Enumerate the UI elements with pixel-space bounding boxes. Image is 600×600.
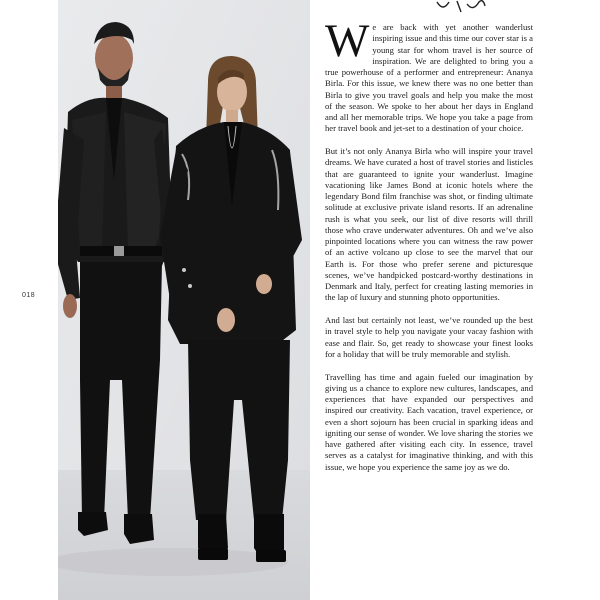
script-flourish-icon — [435, 0, 515, 14]
article-paragraph-1 — [325, 15, 533, 135]
drop-cap: W — [325, 15, 370, 67]
page-number: 018 — [22, 292, 36, 299]
article-paragraph-3: And last but certainly not least, we’ve rounded up the best in travel style to help you navigate your vacay fashion with ease and flair. So, get ready to showcase your finest looks for a holiday that will be truly memorable and stylish. — [325, 315, 533, 359]
article-paragraph-4: Travelling has time and again fueled our imagination by giving us a chance to explore new cultures, landscapes, and experiences that have expanded our perspectives and inspired our creativity. Each vacation, travel experience, or even a short sojourn has been crucial in sparking ideas and igniting our sense of wonder. We love sharing the stories we have gathered after visiting each city. In essence, travel serves as a catalyst for imaginative thinking, and with this issue, we hope you experience the same joy as we do. — [325, 371, 533, 472]
paragraph-text: e are back with yet another wanderlust inspiring issue and this time our cover star is a young star for whom travel is her source of inspiration. We are delighted to bring you a true powerhouse of a performer and entrepreneur: Ananya Birla. For this issue, we knew there was no one better than Birla to give you travel goals and help you make the most of the season. We spoke to her about her days in England and all her memorable trips. We hope you take a page from her travel book and jet-set to a destination of your choice. — [325, 22, 533, 134]
editorial-article — [325, 15, 533, 484]
cover-stars-photo — [58, 0, 310, 600]
article-paragraph-2: But it’s not only Ananya Birla who will inspire your travel dreams. We have curated a host of travel stories and listicles that are guaranteed to ignite your wanderlust. Imagine vacationing like James Bond at iconic hotels where the legendary Bond film franchise was shot, or finding ultimate solitude at exclusive private island resorts. If an adrenaline rush is what you seek, our list of dive resorts will thrill those who crave underwater adventures. Oh and we’ve also pinpointed locations where you can witness the raw power of an active volcano up close to see the marvel that our Earth is. For those who prefer serene and picturesque scenes, we’ve handpicked postcard-worthy destinations in Denmark and Italy, perfect for creating lasting memories in the lap of luxury and stunning photo opportunities. — [325, 146, 533, 303]
